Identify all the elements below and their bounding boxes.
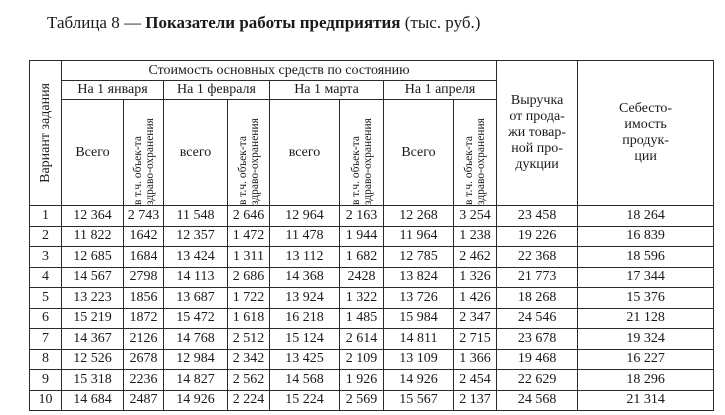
table-cell: 19 324 (578, 329, 714, 350)
table-cell: 19 226 (497, 226, 578, 247)
header-variant-label: Вариант задания (38, 83, 53, 183)
table-cell: 9 (30, 370, 62, 391)
table-cell: 24 568 (497, 390, 578, 411)
table-cell: 14 768 (164, 329, 228, 350)
table-cell: 14 811 (384, 329, 454, 350)
table-cell: 12 964 (270, 206, 340, 227)
header-total-mar: всего (270, 100, 340, 206)
table-cell: 13 425 (270, 349, 340, 370)
table-cell: 2 646 (228, 206, 270, 227)
table-cell: 1 (30, 206, 62, 227)
table-cell: 21 128 (578, 308, 714, 329)
table-cell: 7 (30, 329, 62, 350)
table-cell: 15 224 (270, 390, 340, 411)
table-cell: 1 944 (340, 226, 384, 247)
header-variant (30, 61, 62, 206)
table-cell: 1872 (124, 308, 164, 329)
table-cell: 2 342 (228, 349, 270, 370)
table-cell: 1 926 (340, 370, 384, 391)
table-cell: 2 163 (340, 206, 384, 227)
table-cell: 14 684 (62, 390, 124, 411)
table-cell: 2 715 (454, 329, 497, 350)
table-cell: 15 124 (270, 329, 340, 350)
table-row (30, 370, 714, 391)
table-cell: 2 512 (228, 329, 270, 350)
table-cell: 1 326 (454, 267, 497, 288)
table-cell: 2 224 (228, 390, 270, 411)
caption-suffix: (тыс. руб.) (400, 13, 481, 32)
table-row (30, 390, 714, 411)
table-row (30, 206, 714, 227)
table-cell: 2428 (340, 267, 384, 288)
table-cell: 17 344 (578, 267, 714, 288)
header-total-jan: Всего (62, 100, 124, 206)
table-cell: 12 268 (384, 206, 454, 227)
table-cell: 11 964 (384, 226, 454, 247)
table-cell: 21 773 (497, 267, 578, 288)
header-cost-label: Себесто- имость продук- ции (619, 101, 673, 164)
table-cell: 18 596 (578, 247, 714, 268)
header-date-jan: На 1 января (62, 81, 164, 100)
header-revenue-label: Выручка от прода- жи товар- ной про- дукции (508, 93, 567, 172)
table-cell: 2 137 (454, 390, 497, 411)
table-cell: 1642 (124, 226, 164, 247)
table-caption (47, 13, 480, 33)
table-cell: 13 223 (62, 288, 124, 309)
table-cell: 2 (30, 226, 62, 247)
table-cell: 13 112 (270, 247, 340, 268)
table-cell: 16 218 (270, 308, 340, 329)
table-cell: 1 426 (454, 288, 497, 309)
table-cell: 2798 (124, 267, 164, 288)
table-cell: 14 368 (270, 267, 340, 288)
table-cell: 13 824 (384, 267, 454, 288)
header-health-apr: в т.ч. объек-та здраво-охранения (454, 100, 497, 206)
table-cell: 23 458 (497, 206, 578, 227)
table-cell: 13 924 (270, 288, 340, 309)
table-cell: 14 827 (164, 370, 228, 391)
table-cell: 10 (30, 390, 62, 411)
table-cell: 2 462 (454, 247, 497, 268)
table-cell: 2487 (124, 390, 164, 411)
table-cell: 13 109 (384, 349, 454, 370)
table-cell: 15 219 (62, 308, 124, 329)
header-date-feb: На 1 февраля (164, 81, 270, 100)
table-cell: 19 468 (497, 349, 578, 370)
table-cell: 16 227 (578, 349, 714, 370)
header-total-apr: Всего (384, 100, 454, 206)
table-cell: 2 347 (454, 308, 497, 329)
table-cell: 1856 (124, 288, 164, 309)
table-cell: 2236 (124, 370, 164, 391)
caption-prefix: Таблица 8 — (47, 13, 146, 32)
table-cell: 8 (30, 349, 62, 370)
table-cell: 18 296 (578, 370, 714, 391)
table-cell: 23 678 (497, 329, 578, 350)
table-cell: 1 618 (228, 308, 270, 329)
table-cell: 12 785 (384, 247, 454, 268)
data-table (29, 60, 714, 411)
table-row (30, 329, 714, 350)
header-cost (578, 61, 714, 206)
table-row (30, 308, 714, 329)
table-cell: 15 318 (62, 370, 124, 391)
table-cell: 24 546 (497, 308, 578, 329)
table-cell: 2126 (124, 329, 164, 350)
table-cell: 16 839 (578, 226, 714, 247)
header-health-mar: в т.ч. объек-та здраво-охранения (340, 100, 384, 206)
table-cell: 11 478 (270, 226, 340, 247)
table-row (30, 288, 714, 309)
header-health-jan: в т.ч. объек-та здраво-охранения (124, 100, 164, 206)
table-cell: 12 364 (62, 206, 124, 227)
table-cell: 1 311 (228, 247, 270, 268)
table-cell: 15 984 (384, 308, 454, 329)
table-row (30, 349, 714, 370)
table-cell: 2 614 (340, 329, 384, 350)
table-cell: 15 472 (164, 308, 228, 329)
table-row (30, 267, 714, 288)
table-cell: 6 (30, 308, 62, 329)
table-cell: 22 368 (497, 247, 578, 268)
table-cell: 3 254 (454, 206, 497, 227)
caption-title: Показатели работы предприятия (145, 13, 401, 32)
table-cell: 21 314 (578, 390, 714, 411)
table-cell: 1 366 (454, 349, 497, 370)
table-cell: 14 926 (164, 390, 228, 411)
table-cell: 14 113 (164, 267, 228, 288)
table-cell: 2 569 (340, 390, 384, 411)
table-cell: 1 238 (454, 226, 497, 247)
table-cell: 5 (30, 288, 62, 309)
table-cell: 14 367 (62, 329, 124, 350)
table-cell: 2 686 (228, 267, 270, 288)
table-cell: 12 984 (164, 349, 228, 370)
table-cell: 2 454 (454, 370, 497, 391)
table-cell: 22 629 (497, 370, 578, 391)
table-cell: 2 109 (340, 349, 384, 370)
table-cell: 12 526 (62, 349, 124, 370)
table-cell: 13 687 (164, 288, 228, 309)
table-cell: 18 268 (497, 288, 578, 309)
table-cell: 14 568 (270, 370, 340, 391)
table-cell: 18 264 (578, 206, 714, 227)
table-cell: 12 357 (164, 226, 228, 247)
header-date-mar: На 1 марта (270, 81, 384, 100)
table-cell: 3 (30, 247, 62, 268)
header-group: Стоимость основных средств по состоянию (62, 61, 497, 81)
table-cell: 11 822 (62, 226, 124, 247)
table-cell: 2678 (124, 349, 164, 370)
table-cell: 13 424 (164, 247, 228, 268)
table-cell: 12 685 (62, 247, 124, 268)
table-cell: 4 (30, 267, 62, 288)
header-health-feb: в т.ч. объек-та здраво-охранения (228, 100, 270, 206)
table-cell: 1684 (124, 247, 164, 268)
table-row (30, 247, 714, 268)
table-cell: 14 567 (62, 267, 124, 288)
header-total-feb: всего (164, 100, 228, 206)
header-date-apr: На 1 апреля (384, 81, 497, 100)
table-cell: 15 376 (578, 288, 714, 309)
table-cell: 1 485 (340, 308, 384, 329)
table-cell: 11 548 (164, 206, 228, 227)
table-cell: 2 743 (124, 206, 164, 227)
table-cell: 1 722 (228, 288, 270, 309)
table-cell: 13 726 (384, 288, 454, 309)
table-cell: 15 567 (384, 390, 454, 411)
header-revenue (497, 61, 578, 206)
table-cell: 14 926 (384, 370, 454, 391)
table-cell: 1 682 (340, 247, 384, 268)
table-cell: 2 562 (228, 370, 270, 391)
table-body (30, 206, 714, 411)
table-cell: 1 472 (228, 226, 270, 247)
table-row (30, 226, 714, 247)
table-cell: 1 322 (340, 288, 384, 309)
